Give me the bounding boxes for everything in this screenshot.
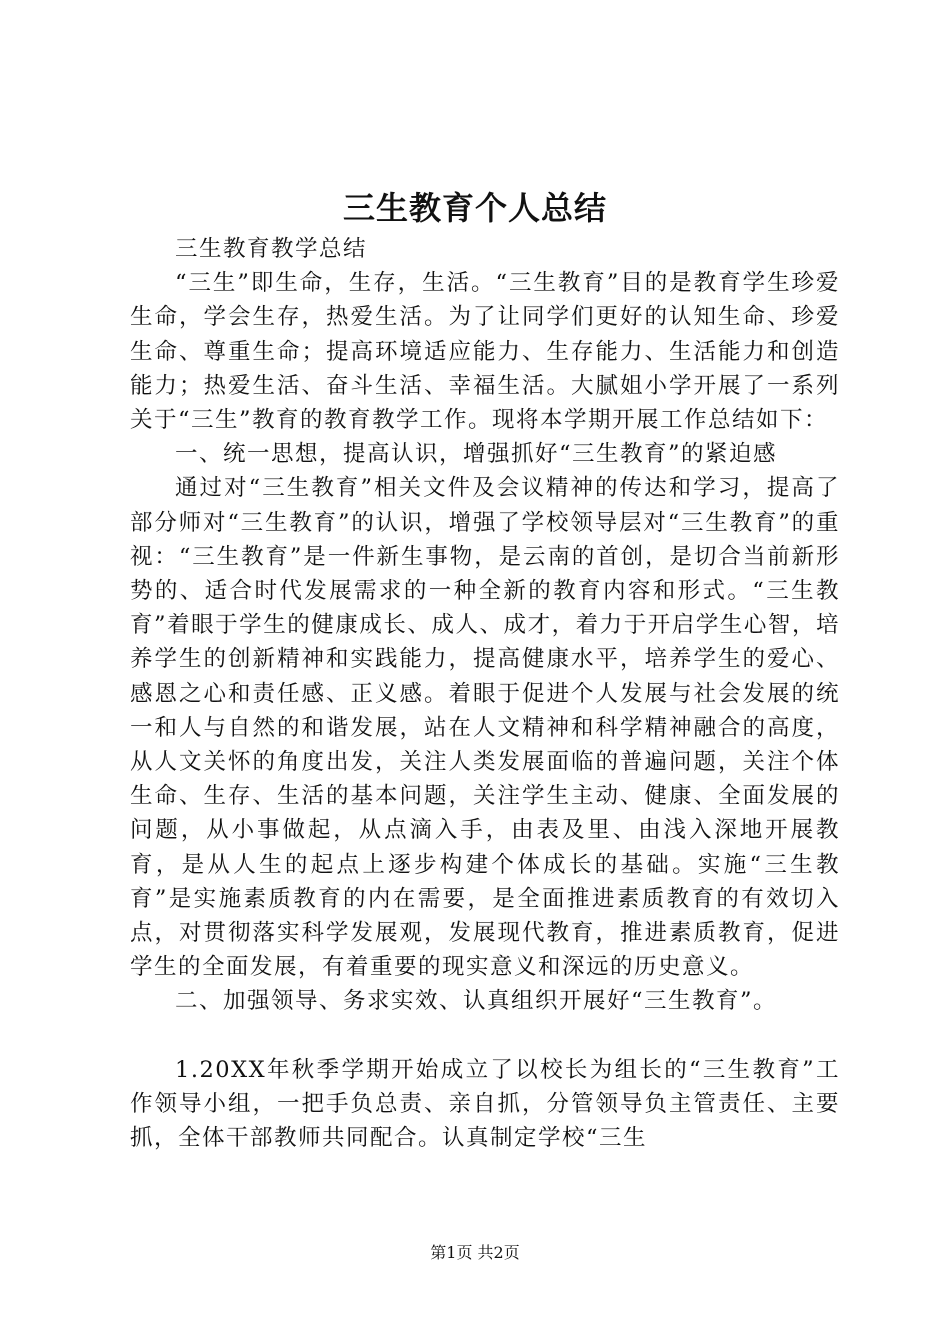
paragraph-section-1: 通过对“三生教育”相关文件及会议精神的传达和学习，提高了部分师对“三生教育”的认识，增强了学校领导层对“三生教育”的重视：“三生教育”是一件新生事物，是云南的首创，是切合当前新形势的、适合时代发展需求的一种全新的教育内容和形式。“三生教育”着眼于学生的健康成长、成人、成才，着力于开启学生心智，培养学生的创新精神和实践能力，提高健康水平，培养学生的爱心、感恩之心和责任感、正义感。着眼于促进个人发展与社会发展的统一和人与自然的和谐发展，站在人文精神和科学精神融合的高度，从人文关怀的角度出发，关注人类发展面临的普遍问题，关注个体生命、生存、生活的基本问题，关注学生主动、健康、全面发展的问题，从小事做起，从点滴入手，由表及里、由浅入深地开展教育，是从人生的起点上逐步构建个体成长的基础。实施“三生教育”是实施素质教育的内在需要，是全面推进素质教育的有效切入点，对贯彻落实科学发展观，发展现代教育，推进素质教育，促进学生的全面发展，有着重要的现实意义和深远的历史意义。 bbox=[130, 475, 840, 981]
document-subtitle: 三生教育教学总结 bbox=[175, 236, 368, 262]
page-footer: 第1页 共2页 bbox=[430, 1243, 520, 1262]
section-heading-1: 一、统一思想，提高认识，增强抓好“三生教育”的紧迫感 bbox=[175, 441, 778, 468]
paragraph-item-1: 1.20XX年秋季学期开始成立了以校长为组长的“三生教育”工作领导小组，一把手负总责、亲自抓，分管领导负主管责任、主要抓，全体干部教师共同配合。认真制定学校“三生 bbox=[130, 1056, 840, 1152]
section-heading-2: 二、加强领导、务求实效、认真组织开展好“三生教育”。 bbox=[175, 988, 778, 1015]
document-title: 三生教育个人总结 bbox=[342, 189, 607, 227]
paragraph-intro: “三生”即生命，生存，生活。“三生教育”目的是教育学生珍爱生命，学会生存，热爱生活。为了让同学们更好的认知生命、珍爱生命、尊重生命；提高环境适应能力、生存能力、生活能力和创造能力；热爱生活、奋斗生活、幸福生活。大腻姐小学开展了一系列关于“三生”教育的教育教学工作。现将本学期开展工作总结如下： bbox=[130, 270, 840, 434]
document-body bbox=[130, 232, 840, 1155]
paragraph-spacer bbox=[130, 1019, 840, 1053]
